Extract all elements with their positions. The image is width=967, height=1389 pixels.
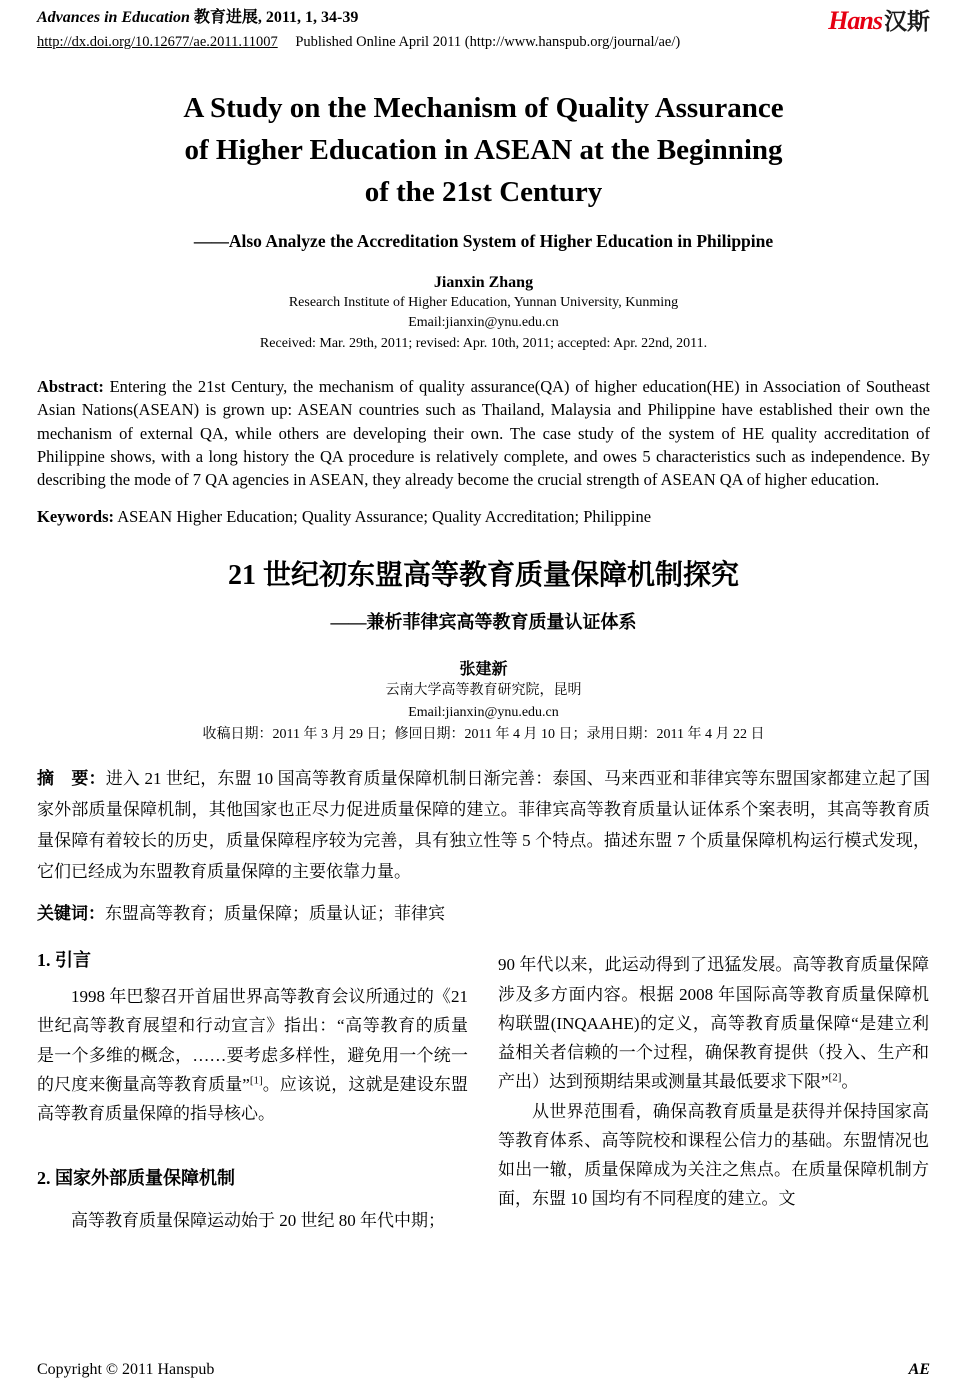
journal-line bbox=[37, 8, 680, 28]
received-dates-zh: 收稿日期：2011 年 3 月 29 日；修回日期：2011 年 4 月 10 日；录用日期：2011 年 4 月 22 日 bbox=[202, 727, 765, 743]
abstract-text-en: Entering the 21st Century, the mechanism of quality assurance(QA) of higher education(HE) in Association of Southeast Asian Nations(ASEAN) is grown up: ASEAN countries such as Thailand, Malaysia and Philippine have established their own the mechanism of external QA, while others are developing their own. The case study of the system of HE quality accreditation of Philippine shows, with a long history the QA procedure is relatively complete, and owes 5 characteristics such as independence. By describing the mode of 7 QA agencies in ASEAN, they already become the crucial strength of ASEAN QA of higher education. bbox=[37, 376, 931, 490]
keywords-zh bbox=[37, 899, 930, 924]
paragraph-world-view: 从世界范围看，确保高教育质量是获得并保持国家高等教育体系、高等院校和课程公信力的基础。东盟情况也如出一辙，质量保障成为关注之焦点。在质量保障机制方面，东盟 10 国均有不同程度的建立。文 bbox=[498, 1101, 929, 1209]
received-dates-en: Received: Mar. 29th, 2011; revised: Apr. 10th, 2011; accepted: Apr. 22nd, 2011. bbox=[259, 335, 708, 351]
header-left bbox=[37, 8, 680, 51]
paragraph-text: 。 bbox=[841, 1072, 859, 1092]
paper-subtitle-zh: ——兼析菲律宾高等教育质量认证体系 bbox=[330, 611, 637, 632]
keywords-en bbox=[37, 507, 930, 527]
paragraph-continuation bbox=[498, 950, 929, 1096]
abstract-label-en: Abstract: bbox=[37, 376, 104, 396]
keywords-label-zh: 关键词： bbox=[37, 904, 105, 924]
author-email-en: Email:jianxin@ynu.edu.cn bbox=[408, 315, 559, 331]
paper-title-zh: 21 世纪初东盟高等教育质量保障机制探究 bbox=[227, 559, 739, 591]
section-heading-external-qa: 2. 国家外部质量保障机制 bbox=[37, 1168, 235, 1189]
keywords-label-en: Keywords: bbox=[37, 506, 114, 526]
abstract-zh bbox=[37, 764, 930, 888]
paragraph-section2: 高等教育质量保障运动始于 20 世纪 80 年代中期； bbox=[71, 1210, 445, 1230]
author-email-zh: Email:jianxin@ynu.edu.cn bbox=[408, 705, 559, 721]
left-column bbox=[37, 950, 468, 1235]
journal-issue-info: 教育进展, 2011, 1, 34-39 bbox=[193, 9, 359, 26]
author-name-en: Jianxin Zhang bbox=[433, 274, 534, 292]
author-name-zh: 张建新 bbox=[459, 660, 508, 678]
doi-link[interactable]: http://dx.doi.org/10.12677/ae.2011.11007 bbox=[37, 34, 278, 50]
author-block-en bbox=[37, 274, 930, 353]
paragraph-text: 90 年代以来，此运动得到了迅猛发展。高等教育质量保障涉及多方面内容。根据 2008 年国际高等教育质量保障机构联盟(INQAAHE)的定义，高等教育质量保障“是建立利益相关者信赖的一个过程，确保教育提供（投入、生产和产出）达到预期结果或测量其最低要求下限” bbox=[498, 955, 929, 1092]
author-affiliation-en: Research Institute of Higher Education, Yunnan University, Kunming bbox=[288, 295, 679, 311]
page-footer bbox=[37, 1361, 930, 1379]
abstract-label-zh: 摘 要： bbox=[37, 768, 106, 788]
paragraph-text: 1998 年巴黎召开首届世界高等教育会议所通过的《21 世纪高等教育展望和行动宣言》指出：“高等教育的质量是一个多维的概念，……要考虑多样性，避免用一个统一的尺度来衡量高等教育质量” bbox=[37, 987, 468, 1094]
copyright-text: Copyright © 2011 Hanspub bbox=[37, 1361, 215, 1378]
keywords-text-en: ASEAN Higher Education; Quality Assurance; Quality Accreditation; Philippine bbox=[117, 506, 652, 526]
abstract-text-zh: 进入 21 世纪，东盟 10 国高等教育质量保障机制日渐完善：泰国、马来西亚和菲律宾等东盟国家都建立起了国家外部质量保障机制，其他国家也正尽力促进质量保障的建立。菲律宾高等教育质量认证体系个案表明，其高等教育质量保障有着较长的历史，质量保障程序较为完善，具有独立性等 5 个特点。描述东盟 7 个质量保障机构运行模式发现，它们已经成为东盟教育质量保障的主要依靠力量。 bbox=[37, 768, 931, 881]
logo-hans-text: Hans bbox=[828, 6, 882, 35]
title-line-1: A Study on the Mechanism of Quality Assurance bbox=[183, 92, 784, 124]
title-line-2: of Higher Education in ASEAN at the Beginning bbox=[184, 134, 783, 167]
journal-abbreviation: AE bbox=[908, 1361, 930, 1378]
right-column bbox=[498, 950, 929, 1235]
published-online-text: Published Online April 2011 (http://www.hanspub.org/journal/ae/) bbox=[295, 34, 681, 50]
paragraph-intro bbox=[37, 982, 468, 1128]
page-header bbox=[37, 8, 930, 51]
hanspub-logo bbox=[828, 8, 930, 34]
paper-subtitle-en: ——Also Analyze the Accreditation System of Higher Education in Philippine bbox=[193, 231, 774, 252]
logo-hanzi-text: 汉斯 bbox=[884, 8, 930, 34]
paper-title-en bbox=[37, 87, 930, 213]
journal-name: Advances in Education bbox=[37, 9, 190, 26]
doi-line bbox=[37, 34, 680, 51]
author-affiliation-zh: 云南大学高等教育研究院，昆明 bbox=[385, 682, 582, 698]
title-line-3: of the 21st Century bbox=[364, 176, 603, 209]
body-columns bbox=[37, 950, 930, 1235]
reference-mark-1: [1] bbox=[249, 1074, 263, 1087]
author-block-zh bbox=[37, 656, 930, 746]
section-heading-introduction: 1. 引言 bbox=[37, 950, 91, 971]
abstract-en bbox=[37, 375, 930, 492]
paragraph-text: 。应该说，这就是建设东盟高等教育质量保障的指导核心。 bbox=[37, 1074, 468, 1123]
reference-mark-2: [2] bbox=[828, 1071, 842, 1084]
keywords-text-zh: 东盟高等教育；质量保障；质量认证；菲律宾 bbox=[105, 904, 445, 924]
